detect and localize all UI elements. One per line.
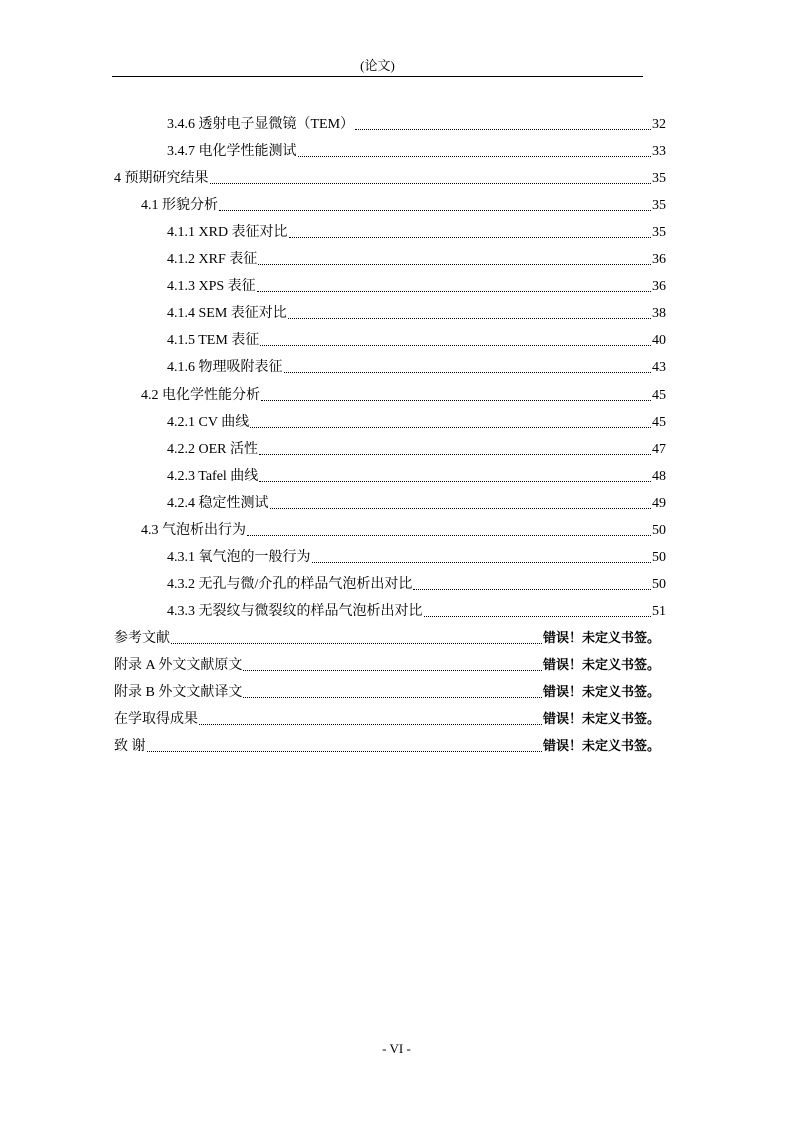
- toc-dot-leader: [284, 359, 652, 377]
- toc-entry[interactable]: [167, 599, 666, 621]
- toc-entry-title: 4.1.1 XRD 表征对比: [167, 225, 288, 240]
- toc-entry-title: 4.1 形貌分析: [141, 198, 218, 213]
- toc-entry-page-number: 47: [652, 442, 666, 457]
- toc-entry[interactable]: [114, 166, 666, 188]
- toc-entry-title: 4.1.4 SEM 表征对比: [167, 306, 287, 321]
- toc-entry[interactable]: [141, 518, 666, 540]
- toc-entry-title: 附录 B 外文文献译文: [114, 685, 243, 700]
- toc-entry-title: 4.3 气泡析出行为: [141, 523, 246, 538]
- toc-entry[interactable]: [167, 301, 666, 323]
- toc-entry[interactable]: [167, 491, 666, 513]
- toc-entry-error-text: 错误！未定义书签。: [542, 658, 660, 673]
- toc-dot-leader: [171, 630, 542, 648]
- toc-dot-leader: [147, 738, 542, 756]
- toc-entry-page-number: 50: [652, 550, 666, 565]
- toc-entry-error-text: 错误！未定义书签。: [542, 712, 660, 727]
- toc-entry[interactable]: [167, 139, 666, 161]
- toc-entry-page-number: 32: [652, 117, 666, 132]
- toc-entry-page-number: 51: [652, 604, 666, 619]
- toc-entry-title: 4.3.2 无孔与微/介孔的样品气泡析出对比: [167, 577, 413, 592]
- toc-entry[interactable]: [167, 355, 666, 377]
- toc-entry-page-number: 36: [652, 252, 666, 267]
- toc-dot-leader: [261, 387, 651, 405]
- toc-dot-leader: [250, 414, 651, 432]
- toc-entry-error-text: 错误！未定义书签。: [542, 631, 660, 646]
- toc-entry-title: 4.3.1 氧气泡的一般行为: [167, 550, 311, 565]
- toc-entry[interactable]: [167, 572, 666, 594]
- toc-entry-page-number: 36: [652, 279, 666, 294]
- toc-entry-page-number: 50: [652, 577, 666, 592]
- toc-dot-leader: [247, 522, 651, 540]
- toc-entry-title: 4.1.6 物理吸附表征: [167, 360, 283, 375]
- toc-entry-title: 4.2.3 Tafel 曲线: [167, 469, 259, 484]
- toc-entry[interactable]: [114, 707, 660, 729]
- toc-entry-title: 4.2.2 OER 活性: [167, 442, 258, 457]
- toc-entry[interactable]: [141, 193, 666, 215]
- toc-entry[interactable]: [167, 410, 666, 432]
- toc-entry[interactable]: [167, 437, 666, 459]
- toc-entry-title: 在学取得成果: [114, 712, 198, 727]
- toc-dot-leader: [298, 143, 652, 161]
- toc-dot-leader: [312, 549, 652, 567]
- toc-dot-leader: [259, 468, 651, 486]
- toc-entry[interactable]: [114, 653, 660, 675]
- toc-entry-title: 4.2.4 稳定性测试: [167, 496, 269, 511]
- page-header: (论文): [360, 58, 395, 73]
- toc-entry[interactable]: [167, 464, 666, 486]
- toc-entry-title: 4.2.1 CV 曲线: [167, 415, 250, 430]
- toc-entry-page-number: 35: [652, 171, 666, 186]
- toc-entry[interactable]: [167, 220, 666, 242]
- toc-entry[interactable]: [167, 274, 666, 296]
- toc-dot-leader: [258, 251, 651, 269]
- toc-dot-leader: [210, 170, 652, 188]
- toc-entry-page-number: 49: [652, 496, 666, 511]
- toc-dot-leader: [424, 603, 652, 621]
- toc-entry-title: 4.2 电化学性能分析: [141, 388, 260, 403]
- toc-entry-error-text: 错误！未定义书签。: [542, 739, 660, 754]
- toc-entry[interactable]: [114, 734, 660, 756]
- toc-dot-leader: [270, 495, 652, 513]
- toc-entry-page-number: 45: [652, 388, 666, 403]
- toc-dot-leader: [219, 197, 651, 215]
- toc-dot-leader: [413, 576, 651, 594]
- toc-entry-title: 4.1.5 TEM 表征: [167, 333, 260, 348]
- toc-dot-leader: [355, 116, 651, 134]
- toc-entry[interactable]: [167, 545, 666, 567]
- toc-entry-page-number: 38: [652, 306, 666, 321]
- toc-entry-title: 4 预期研究结果: [114, 171, 209, 186]
- toc-dot-leader: [259, 441, 651, 459]
- toc-entry-page-number: 45: [652, 415, 666, 430]
- toc-entry[interactable]: [114, 680, 660, 702]
- toc-entry[interactable]: [167, 328, 666, 350]
- toc-dot-leader: [288, 305, 651, 323]
- toc-dot-leader: [257, 278, 651, 296]
- toc-entry-page-number: 35: [652, 225, 666, 240]
- toc-entry-title: 3.4.7 电化学性能测试: [167, 144, 297, 159]
- toc-dot-leader: [289, 224, 651, 242]
- toc-entry[interactable]: [141, 383, 666, 405]
- toc-entry-page-number: 33: [652, 144, 666, 159]
- toc-entry-page-number: 35: [652, 198, 666, 213]
- toc-entry-error-text: 错误！未定义书签。: [542, 685, 660, 700]
- toc-entry-title: 3.4.6 透射电子显微镜（TEM）: [167, 117, 355, 132]
- toc-entry[interactable]: [114, 626, 660, 648]
- toc-entry[interactable]: [167, 112, 666, 134]
- toc-entry-title: 4.1.2 XRF 表征: [167, 252, 258, 267]
- toc-entry-page-number: 50: [652, 523, 666, 538]
- toc-entry-page-number: 43: [652, 360, 666, 375]
- toc-dot-leader: [243, 657, 542, 675]
- toc-entry-title: 4.3.3 无裂纹与微裂纹的样品气泡析出对比: [167, 604, 423, 619]
- header-rule: [112, 76, 643, 77]
- toc-entry-page-number: 40: [652, 333, 666, 348]
- toc-dot-leader: [260, 332, 651, 350]
- toc-entry-title: 参考文献: [114, 631, 170, 646]
- toc-dot-leader: [243, 684, 542, 702]
- toc-entry-title: 附录 A 外文文献原文: [114, 658, 243, 673]
- toc-entry[interactable]: [167, 247, 666, 269]
- page-number: - VI -: [382, 1041, 411, 1056]
- toc-entry-title: 致 谢: [114, 739, 146, 754]
- toc-dot-leader: [199, 711, 542, 729]
- toc-entry-page-number: 48: [652, 469, 666, 484]
- toc-entry-title: 4.1.3 XPS 表征: [167, 279, 256, 294]
